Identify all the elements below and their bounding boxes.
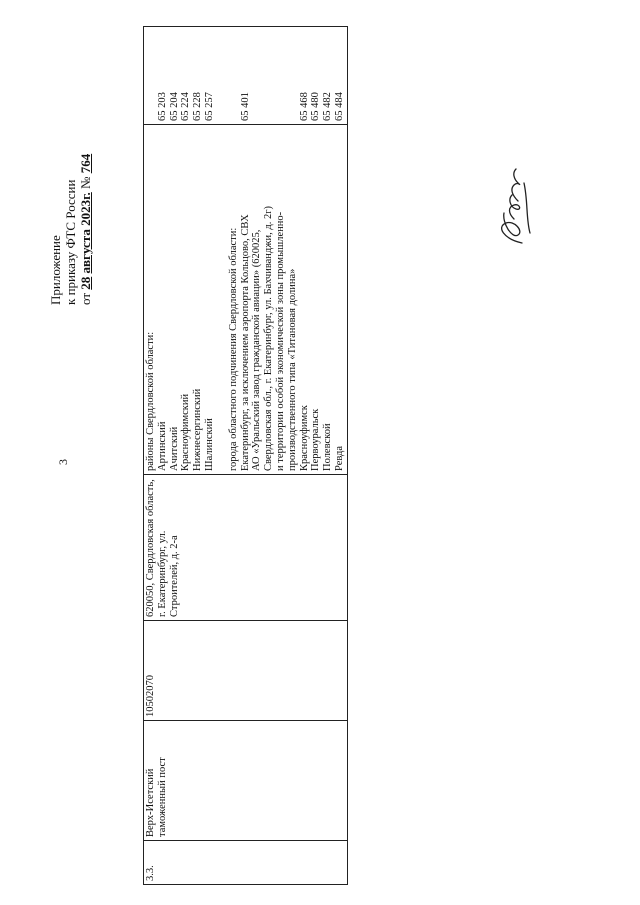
page-number: 3 — [56, 459, 70, 465]
post-address: 620050, Свердловская область, г. Екатеринбург, ул. Строителей, д. 2-а — [144, 475, 348, 621]
cities-title: города областного подчинения Свердловской области: — [227, 227, 239, 471]
regions-title: районы Свердловской области: — [145, 331, 156, 471]
city-code: 65 480 — [310, 92, 322, 121]
header-line-2: к приказу ФТС России — [63, 179, 78, 305]
post-name: Верх-Исетский таможенный пост — [144, 721, 348, 841]
region-item: Красноуфимский — [180, 393, 192, 471]
table-row — [144, 27, 348, 885]
city-item: Ревда — [333, 445, 345, 471]
region-code: 65 204 — [168, 92, 180, 121]
region-item: Нижнесергинский — [192, 388, 204, 471]
appendix-header — [48, 45, 93, 305]
region-item: Артинский — [156, 421, 168, 471]
city-item: Первоуральск — [310, 408, 322, 471]
order-number: 764 — [78, 153, 93, 174]
region-item: Ачитский — [168, 426, 180, 471]
region-code: 65 257 — [203, 92, 215, 121]
number-sign: № — [78, 176, 93, 189]
region-item: Шалинский — [203, 418, 215, 471]
city-code: 65 484 — [333, 92, 345, 121]
ekb-line: АО «Уральский завод гражданской авиации» (620025, — [251, 229, 263, 471]
ekb-line: Свердловская обл., г. Екатеринбург, ул. Бахчиванджи, д. 2г) — [263, 205, 275, 471]
date-day: 28 — [78, 276, 93, 290]
date-prefix: от — [78, 292, 93, 305]
post-code: 10502070 — [144, 621, 348, 721]
ekb-line: и территории особой экономической зоны промышленно- — [274, 211, 286, 471]
row-index: 3.3. — [144, 841, 348, 885]
region-code: 65 228 — [192, 92, 204, 121]
territory-cell — [144, 125, 348, 475]
customs-table — [143, 26, 348, 885]
header-line-1: Приложение — [48, 235, 63, 305]
region-code: 65 203 — [156, 92, 168, 121]
date-month-year: августа 2023г. — [78, 192, 93, 274]
header-date-line — [78, 45, 93, 305]
ekb-line: Екатеринбург, за исключением аэропорта Кольцово, СВХ — [239, 214, 251, 471]
city-code: 65 482 — [322, 92, 334, 121]
ekb-line: производственного типа «Титановая долина» — [286, 268, 298, 471]
city-code: 65 468 — [298, 92, 310, 121]
signature-icon — [474, 163, 544, 253]
city-item: Полевской — [322, 423, 334, 471]
ekb-code: 65 401 — [239, 92, 251, 121]
city-item: Красноуфимск — [298, 405, 310, 471]
codes-cell — [144, 27, 348, 125]
region-code: 65 224 — [180, 92, 192, 121]
